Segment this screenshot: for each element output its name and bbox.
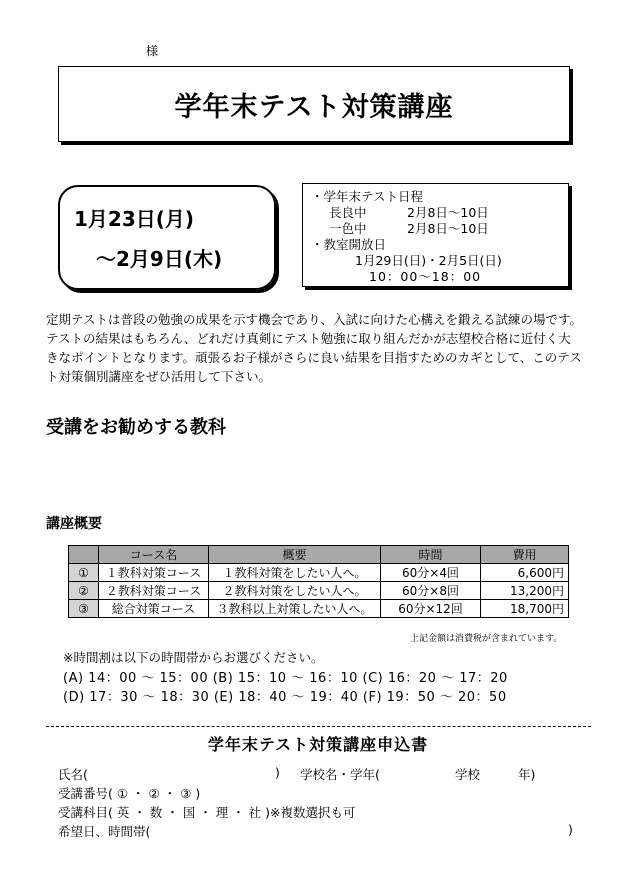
period-end: ～2月9日(木) [96,247,223,271]
col-header-summary: 概要 [209,546,381,564]
course-number-field: 受講番号( ① ・ ② ・ ③ ) [58,786,201,801]
time-field-label: 希望日、時間帯( [58,824,151,839]
school-test-dates: 2月8日～10日 [407,205,489,220]
time-field-close: ) [568,822,573,837]
school-name: 長良中 [329,205,367,220]
school-field-label: 学校名・学年( [300,767,380,782]
course-name: 総合対策コース [99,600,209,618]
course-name: ２教科対策コース [99,582,209,600]
row-number: ③ [69,600,99,618]
test-schedule-heading: ・学年末テスト日程 [311,189,424,204]
open-days-heading: ・教室開放日 [311,237,387,252]
course-summary: ２教科対策をしたい人へ。 [209,582,381,600]
period-start: 1月23日(月) [74,207,195,231]
tax-note: 上記金額は消費税が含まれています。 [410,634,563,644]
subject-field: 受講科目( 英 ・ 数 ・ 国 ・ 理 ・ 社 )※複数選択も可 [58,805,356,820]
grade-suffix: 年) [518,767,536,782]
course-fee: 6,600円 [481,564,569,582]
form-title: 学年末テスト対策講座申込書 [207,735,429,754]
col-header-course: コース名 [99,546,209,564]
course-time: 60分×8回 [381,582,481,600]
intro-line: テストの結果はもちろん、どれだけ真剣にテスト勉強に取り組んだかが志望校合格に近付く大 [46,331,571,346]
page-title: 学年末テスト対策講座 [58,66,570,142]
col-header-num [69,546,99,564]
timeslot-row: (D) 17：30 ～ 18：30 (E) 18：40 ～ 19：40 (F) 19：50 ～ 20：50 [63,690,507,705]
timeslot-row: (A) 14：00 ～ 15：00 (B) 15：10 ～ 16：10 (C) 16：20 ～ 17：20 [63,671,508,686]
table-row [69,564,569,582]
period-box [58,185,276,290]
intro-line: 定期テストは普段の勉強の成果を示す機会であり、入試に向けた心構えを鍛える試練の場です。 [46,312,583,327]
course-table [68,545,569,618]
school-name: 一色中 [329,221,367,236]
schedule-box [302,183,569,287]
row-number: ① [69,564,99,582]
course-time: 60分×4回 [381,564,481,582]
name-field-label: 氏名( [58,767,88,782]
recommend-heading: 受講をお勧めする教科 [46,417,226,438]
row-number: ② [69,582,99,600]
course-name: １教科対策コース [99,564,209,582]
cut-line [46,726,591,727]
course-summary: １教科対策をしたい人へ。 [209,564,381,582]
school-suffix: 学校 [455,767,481,782]
intro-line: きなポイントとなります。頑張るお子様がさらに良い結果を目指すためのカギとして、このテス [46,350,582,365]
col-header-fee: 費用 [481,546,569,564]
course-fee: 18,700円 [481,600,569,618]
course-time: 60分×12回 [381,600,481,618]
name-field-close: ) [275,765,280,780]
school-test-dates: 2月8日～10日 [407,221,489,236]
timeslot-note: ※時間割は以下の時間帯からお選びください。 [63,650,324,665]
open-hours: 10：00～18：00 [369,269,482,284]
open-days: 1月29日(日)・2月5日(日) [355,253,502,268]
intro-paragraph [46,310,591,386]
overview-heading: 講座概要 [46,516,102,532]
recipient-label: 様 [146,44,159,58]
table-row [69,582,569,600]
table-header-row [69,546,569,564]
col-header-time: 時間 [381,546,481,564]
course-summary: ３教科以上対策したい人へ。 [209,600,381,618]
course-fee: 13,200円 [481,582,569,600]
table-row [69,600,569,618]
intro-line: ト対策個別講座をぜひ活用して下さい。 [46,369,272,384]
